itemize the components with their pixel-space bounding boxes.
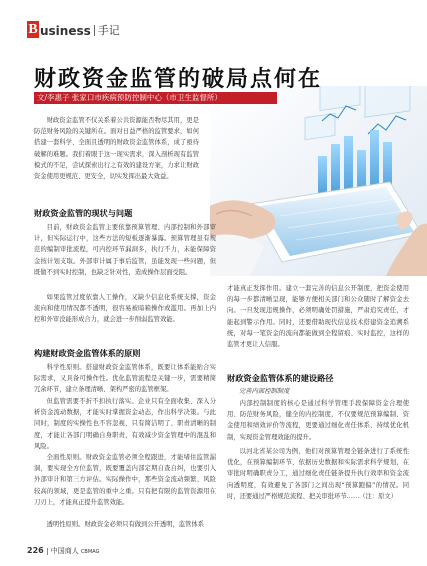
section-subtitle: 手记 [97, 24, 120, 37]
section-name: usiness [40, 24, 91, 38]
article-title: 财政资金监管的破局点何在 [34, 67, 323, 92]
right-column-paragraph: 才能真正发挥作用。建立一套完善的信息公开制度，把资金使用的每一步都清晰呈现，能够方便相关部门和公众随时了解资金去向。一旦发现违规操作，必须明确处罚措施，严肃追究责任，才能起到警示作用。同时，还要借助现代信息技术搭建资金追溯系统，对每一笔资金的流向都能做到全程留痕、实时监控，这样的监管才更让人信服。 [227, 285, 409, 349]
footer-divider [47, 548, 48, 555]
magazine-code: CBMAG [80, 549, 100, 555]
hero-image [210, 86, 427, 276]
section-status-paragraph-2: 如果监管过度依靠人工操作，又缺少信息化系统支撑，资金流向和使用情况都不透明，很容易被暗箱操作或滥用。再加上内控和外审没能形成合力，就会进一步削弱监管效能。 [34, 294, 216, 324]
section-header [27, 16, 120, 38]
intro-paragraph: 财政资金监管不仅关系着公共资源能否物尽其用，更是防范财务风险的关键所在。面对日益严格的监管要求，如何搭建一套科学、全面且透明的财政资金监管体系，成了亟待破解的难题。我们着眼于这一现实需求，深入剖析现有监管模式的不足，尝试探索出行之有效的建设方案，力求让财政资金使用更规范、更安全，切实发挥出最大效益。 [34, 117, 199, 181]
principle-paragraph-4: 透明性原则。财政资金必须只有做到公开透明，监管体系 [46, 521, 205, 528]
section-divider [94, 25, 95, 36]
principle-paragraph-3: 全面性原则。财政资金监管必须全程跟进，才能堵住监管漏洞，要实现全方位监管，既要覆盖内部定期自查自纠，也要引入外部审计和第三方评估。实际操作中，那些资金流动频繁、风险较高的领域，更是监管的重中之重。只有把有限的监管资源用在刀刃上，才能真正提升监管效能。 [34, 454, 216, 506]
section-heading-status: 财政资金监管的现状与问题 [34, 208, 133, 218]
page-number: 226 [27, 546, 44, 555]
section-logo-letter: B [28, 22, 38, 37]
path-paragraph-2: 以河北省某公司为例，他们对预算管理全链条进行了系统性优化，在预算编制环节，依据历史数据和实际需求科学规划，在审批时明确职责分工，通过细化责任链条提升执行效率和资金流向透明度，有效避免了各部门之间出现“预算跑偏”的情况。同时，还要通过严格规范流程、把关审批环节……（注：原文） [227, 448, 409, 500]
magazine-name: 中国商人 [50, 547, 79, 555]
subheading-internal-control: 完善内部控制制度 [239, 388, 290, 395]
tablet-chart-illustration [210, 86, 427, 276]
section-status-paragraph-1: 目前，财政资金监管主要依靠预算管理、内部控制和外部审计，但实际运行中，这些方法的短板逐渐暴露。预算管理虽有规范的编制审批流程，可内控环节漏洞多，执行不力，未能保障资金按计划支取。外部审计属于事后监管，虽能发现一些问题，但既做不到实时控制，也缺乏针对性，造成操作层面受阻。 [34, 224, 216, 276]
page-footer [27, 546, 99, 556]
principle-paragraph-2: 但监管需要不折不扣执行落实。企业只有全面收集、深入分析资金流动数据，才能实时掌握资金动态，作出科学决策。与此同时，制度的实操性也不容忽视，只有简洁明了、职责清晰的制度，才能让各部门明确自身职责，有效减少资金管理中的混乱和风险。 [34, 398, 216, 450]
byline-bar: 文/李惠子 张家口市疾病预防控制中心（市卫生监督所） [34, 92, 277, 104]
section-heading-principles: 构建财政资金监管体系的原则 [34, 348, 141, 358]
path-paragraph-1: 内部控制制度的核心是通过科学管理手段保障资金合理使用、防范财务风险，健全的内控制度，不仅要规范预算编制、资金使用和绩效评价等流程，更要通过细化责任体系、持续优化机制，实现资金管理效能的提升。 [227, 400, 409, 441]
section-heading-path: 财政资金监管体系的建设路径 [227, 373, 334, 383]
principle-paragraph-1: 科学性原则。搭建财政资金监管体系，既要让体系能贴合实际需求，又具备可操作性。优化监管流程是关键一步，需要精简冗余环节，建立条理清晰、架构严密的监管框架。 [34, 364, 216, 394]
